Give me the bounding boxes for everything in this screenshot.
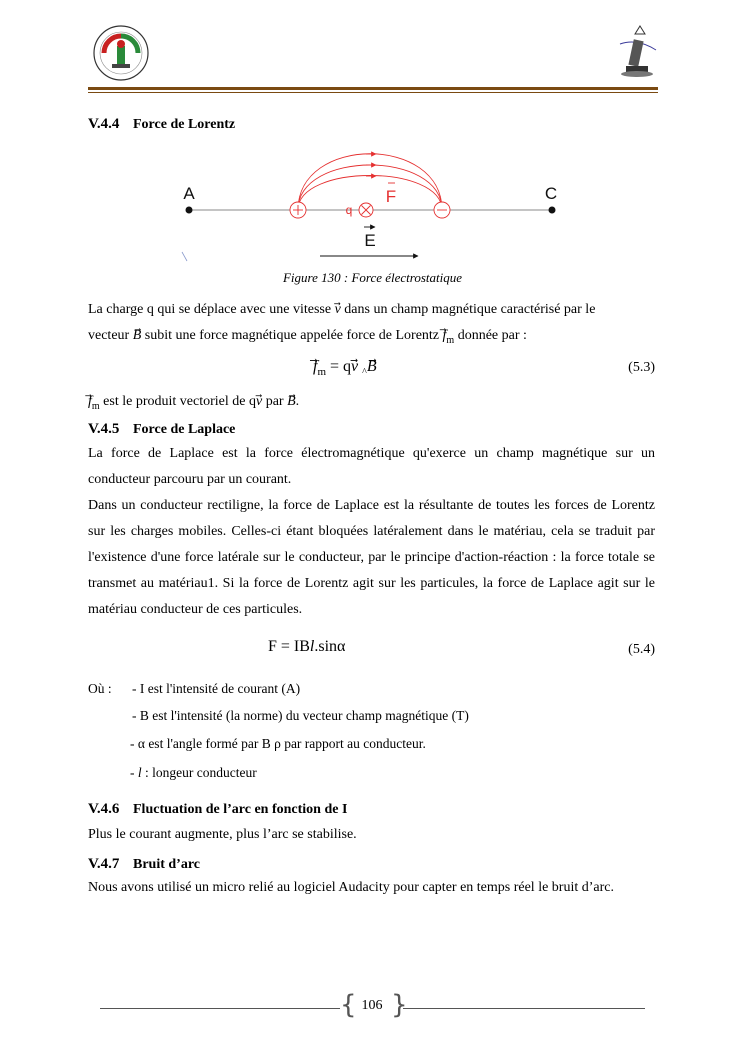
point-a [186,207,193,214]
footer-brace-left: { [340,990,357,1020]
laplace-paragraph-2: Dans un conducteur rectiligne, la force de Laplace est la résultante de toutes les forces de Lorentz sur les charges mobiles. Celles-ci étant bloquées latéralement dans le matériau, cela se traduit par l'existence d'une force latérale sur le conducteur, par le principe d'action-réaction : la force totale se transmet au matériau1. Si la force de Lorentz agit sur les particules, la force de Laplace agit sur le matériau conducteur de ces particules. [88,498,655,617]
university-seal-icon [92,24,150,82]
section-number: V.4.7 [88,856,120,872]
section-number: V.4.5 [88,421,120,437]
equation-number-5-3: (5.3) [628,360,655,375]
definition-item: - α est l'angle formé par B ρ par rapport au conducteur. [130,736,426,751]
vector-b-symbol: B [132,328,142,343]
arc-welding-torch-icon [612,24,662,80]
lorentz-figure [170,140,570,268]
footer-rule-right [403,1008,645,1009]
section-title: Force de Lorentz [133,117,236,132]
section-heading-v44 [88,116,235,133]
arc-stability-text: Plus le courant augmente, plus l’arc se stabilise. [88,827,357,842]
laplace-paragraph-1: La force de Laplace est la force électromagnétique qu'exerce un champ magnétique sur un conducteur parcouru par un courant. [88,446,655,487]
definition-item: - l : longeur conducteur [130,765,257,780]
equation-5-3: $f_m$ = qv⃗ $_{\^{}}$B [313,358,377,379]
lorentz-line-2: vecteur B subit une force magnétique appelée force de Lorentz $f_m$ donnée par : [88,328,527,346]
footer-brace-right: } [391,990,408,1020]
lorentz-paragraph [88,297,655,354]
equation-5-4: F = IBl.sinα [268,638,346,655]
equation-number-5-4: (5.4) [628,642,655,657]
page-number: 106 [361,998,383,1013]
label-q: q [345,203,353,217]
label-a: A [183,184,195,203]
section-heading-v47 [88,856,200,873]
section-title: Fluctuation de l’arc en fonction de I [133,802,348,817]
section-heading-v46 [88,801,347,818]
subscript-m: m [446,334,455,346]
vector-v-symbol: v [334,302,341,317]
field-arc-middle [298,165,442,210]
label-f: F [385,187,397,206]
stray-mark [182,252,187,261]
section-number: V.4.6 [88,801,120,817]
header-rule-thick [88,87,658,90]
label-e: E [364,231,376,250]
figure-caption: Figure 130 : Force électrostatique [282,270,463,285]
section-heading-v45 [88,421,235,438]
field-arc-outer [298,154,442,210]
arc-noise-text: Nous avons utilisé un micro relié au logiciel Audacity pour capter en temps réel le bruit d’arc. [88,880,614,895]
section-title: Force de Laplace [133,422,236,437]
vector-product-line: $f_m$ est le produit vectoriel de qv par B. [88,394,300,412]
definition-item: - I est l'intensité de courant (A) [132,681,301,696]
footer-rule-left [100,1008,340,1009]
point-c [549,207,556,214]
label-c: C [544,184,558,203]
definitions-intro: Où : [88,681,112,696]
lorentz-line-1: La charge q qui se déplace avec une vitesse v dans un champ magnétique caractérisé par le [88,302,596,317]
section-title: Bruit d’arc [133,857,201,872]
section-number: V.4.4 [88,116,120,132]
vector-f-symbol: f [442,328,447,343]
definition-item: - B est l'intensité (la norme) du vecteur champ magnétique (T) [132,708,469,723]
header-rule-thin [88,92,658,93]
